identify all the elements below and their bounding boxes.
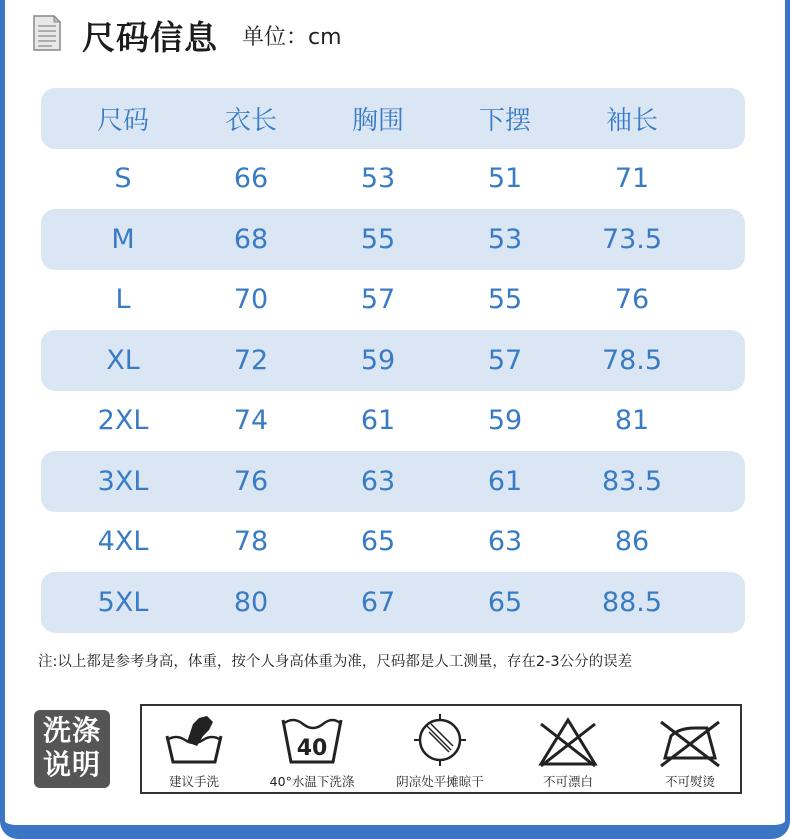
table-cell: 65 — [360, 526, 396, 558]
table-cell: 59 — [360, 344, 396, 376]
table-cell: 57 — [360, 284, 396, 316]
column-header: 衣长 — [224, 105, 277, 136]
table-row — [41, 572, 745, 633]
table-row — [41, 330, 745, 391]
wash-symbol-40 — [252, 710, 372, 792]
wash-label: 不可漂白 — [542, 774, 593, 789]
table-cell: 71 — [614, 163, 650, 195]
table-cell: S — [114, 163, 132, 195]
size-table — [41, 88, 745, 633]
table-cell: 72 — [233, 344, 269, 376]
table-cell: 51 — [487, 163, 523, 195]
table-row — [41, 512, 745, 573]
table-cell: 59 — [487, 405, 523, 437]
column-header: 胸围 — [351, 105, 404, 136]
badge-line: 说明 — [42, 748, 101, 781]
table-cell: 76 — [614, 284, 650, 316]
table-cell: 76 — [233, 465, 269, 497]
hand-wash-icon — [159, 710, 229, 770]
table-cell: 80 — [233, 586, 269, 618]
unit-label: 单位：cm — [242, 25, 342, 50]
table-cell: 2XL — [97, 405, 149, 437]
table-cell: 70 — [233, 284, 269, 316]
table-cell: 63 — [487, 526, 523, 558]
table-cell: XL — [106, 344, 140, 376]
document-icon — [32, 14, 62, 52]
table-cell: 67 — [360, 586, 396, 618]
wash-symbol-no-bleach — [508, 710, 628, 792]
badge-line: 洗涤 — [42, 714, 101, 747]
table-cell: 53 — [487, 223, 523, 255]
column-header: 尺码 — [96, 105, 149, 136]
wash-40-icon — [277, 710, 347, 770]
table-cell: 63 — [360, 465, 396, 497]
wash-temperature: 40 — [296, 736, 328, 761]
page-title: 尺码信息 — [82, 18, 218, 57]
table-cell: 78.5 — [601, 344, 663, 376]
table-row — [41, 451, 745, 512]
wash-instructions-badge — [34, 710, 110, 788]
table-cell: 57 — [487, 344, 523, 376]
table-cell: 66 — [233, 163, 269, 195]
table-cell: 78 — [233, 526, 269, 558]
table-cell: 4XL — [97, 526, 149, 558]
wash-symbol-dry-flat — [380, 710, 500, 792]
wash-label: 建议手洗 — [168, 774, 219, 789]
table-cell: 73.5 — [601, 223, 663, 255]
wash-label: 阴凉处平摊晾干 — [396, 774, 484, 789]
table-cell: 68 — [233, 223, 269, 255]
table-cell: 83.5 — [601, 465, 663, 497]
column-header: 袖长 — [605, 105, 658, 136]
table-cell: 61 — [360, 405, 396, 437]
wash-symbol-hand-wash — [134, 710, 254, 792]
table-row — [41, 391, 745, 452]
column-header: 下摆 — [478, 105, 531, 136]
table-cell: M — [111, 223, 135, 255]
table-cell: L — [115, 284, 131, 316]
table-cell: 81 — [614, 405, 650, 437]
table-cell: 55 — [360, 223, 396, 255]
wash-label: 不可熨烫 — [664, 774, 715, 789]
table-cell: 5XL — [97, 586, 149, 618]
no-bleach-icon — [533, 710, 603, 770]
table-cell: 53 — [360, 163, 396, 195]
table-cell: 74 — [233, 405, 269, 437]
wash-label: 40°水温下洗涤 — [269, 774, 355, 789]
dry-flat-shade-icon — [405, 710, 475, 770]
table-row — [41, 270, 745, 331]
wash-symbol-no-iron — [630, 710, 750, 792]
table-cell: 3XL — [97, 465, 149, 497]
measurement-note: 注:以上都是参考身高，体重，按个人身高体重为准，尺码都是人工测量，存在2-3公分的误差 — [38, 654, 633, 670]
wash-symbols-box — [140, 704, 742, 794]
table-header-row — [41, 88, 745, 149]
table-cell: 86 — [614, 526, 650, 558]
table-cell: 61 — [487, 465, 523, 497]
table-cell: 65 — [487, 586, 523, 618]
table-cell: 55 — [487, 284, 523, 316]
table-cell: 88.5 — [601, 586, 663, 618]
no-iron-icon — [655, 710, 725, 770]
table-row — [41, 149, 745, 210]
table-row — [41, 209, 745, 270]
